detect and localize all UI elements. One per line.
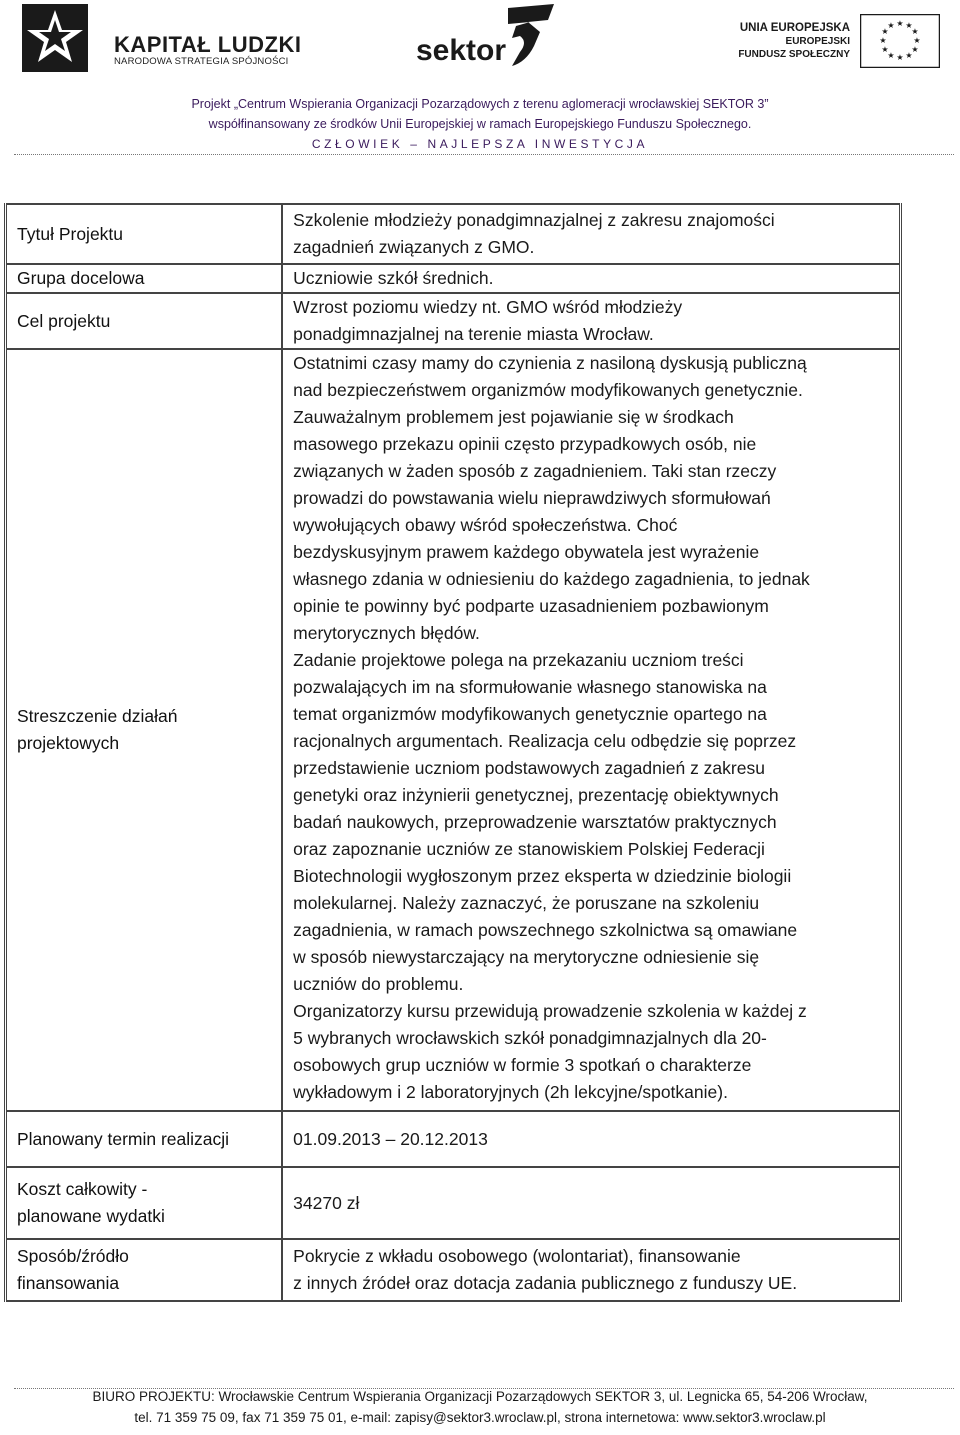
svg-text:★: ★ (881, 27, 889, 36)
value-title-line: Szkolenie młodzieży ponadgimnazjalnej z zakresu znajomości (293, 210, 775, 230)
summary-line: zagadnienia, w ramach powszechnego szkolnictwa są omawiane (293, 920, 798, 940)
kapital-ludzki-title: KAPITAŁ LUDZKI (114, 32, 302, 57)
svg-text:★: ★ (896, 53, 904, 62)
value-funding-line: Pokrycie z wkładu osobowego (wolontariat), finansowanie (293, 1246, 741, 1266)
row-group (6, 264, 901, 293)
label-term: Planowany termin realizacji (6, 1111, 283, 1167)
row-goal (6, 293, 901, 349)
header-divider (14, 154, 954, 155)
value-funding-line: z innych źródeł oraz dotacja zadania publicznego z funduszy UE. (293, 1273, 798, 1293)
summary-line: temat organizmów modyfikowanych genetycznie opartego na (293, 704, 767, 724)
summary-line: 5 wybranych wrocławskich szkół ponadgimnazjalnych dla 20- (293, 1028, 767, 1048)
summary-line: prowadzi do powstawania wielu nieprawdziwych sformułowań (293, 488, 771, 508)
summary-line: Ostatnimi czasy mamy do czynienia z nasiloną dyskusją publiczną (293, 353, 807, 373)
row-summary (6, 349, 901, 1111)
svg-text:★: ★ (887, 51, 895, 60)
label-funding-line: finansowania (17, 1273, 120, 1293)
page-footer (0, 1386, 960, 1428)
summary-line: wykładowym i 2 laboratoryjnych (2h lekcyjne/spotkanie). (293, 1082, 728, 1102)
value-term: 01.09.2013 – 20.12.2013 (282, 1111, 900, 1167)
summary-line: własnego zdania w odniesieniu do każdego zagadnienia, to jednak (293, 569, 810, 589)
row-title (6, 204, 901, 264)
value-title-line: zagadnień związanych z GMO. (293, 237, 535, 257)
footer-line-2: tel. 71 359 75 09, fax 71 359 75 01, e-mail: zapisy@sektor3.wroclaw.pl, strona internetowa: www.sektor3.wroclaw.pl (134, 1410, 826, 1425)
kapital-ludzki-star-icon (22, 4, 88, 72)
summary-line: pozwalających im na sformułowanie własnego stanowiska na (293, 677, 767, 697)
eu-line-3: FUNDUSZ SPOŁECZNY (738, 49, 850, 60)
label-funding-line: Sposób/źródło (17, 1246, 129, 1266)
summary-line: racjonalnych argumentach. Realizacja celu odbędzie się poprzez (293, 731, 797, 751)
svg-text:★: ★ (879, 36, 887, 45)
footer-line-1: BIURO PROJEKTU: Wrocławskie Centrum Wspierania Organizacji Pozarządowych SEKTOR 3, ul. Legnicka 65, 54-206 Wrocław, (92, 1389, 868, 1404)
project-info (0, 94, 960, 154)
svg-text:★: ★ (905, 21, 913, 30)
summary-line: badań naukowych, przeprowadzenie warsztatów praktycznych (293, 812, 777, 832)
value-goal-line: ponadgimnazjalnej na terenie miasta Wrocław. (293, 324, 654, 344)
value-goal-line: Wzrost poziomu wiedzy nt. GMO wśród młodzieży (293, 297, 683, 317)
eu-line-1: UNIA EUROPEJSKA (739, 22, 850, 34)
row-cost (6, 1167, 901, 1239)
label-cost (6, 1167, 283, 1239)
project-slogan: CZŁOWIEK – NAJLEPSZA INWESTYCJA (311, 137, 649, 151)
eu-logo-text (738, 22, 850, 61)
svg-text:★: ★ (911, 45, 919, 54)
eu-line-2: EUROPEJSKI (785, 36, 850, 47)
label-cost-line: planowane wydatki (17, 1206, 165, 1226)
value-group (282, 264, 900, 293)
kapital-ludzki-logo (22, 4, 302, 72)
label-summary-line: Streszczenie działań (17, 706, 178, 726)
summary-line: masowego przekazu opinii często przypadkowych osób, nie (293, 434, 757, 454)
summary-line: przedstawienie uczniom podstawowych zagadnień z zakresu (293, 758, 765, 778)
value-summary (282, 349, 900, 1111)
value-group-line: Uczniowie szkół średnich. (293, 268, 494, 288)
summary-line: związanych w żaden sposób z zagadnieniem. Taki stan rzeczy (293, 461, 777, 481)
sektor3-logo (416, 2, 566, 74)
svg-text:★: ★ (911, 27, 919, 36)
summary-line: opinie te powinny być podparte uzasadnieniem pozbawionym (293, 596, 769, 616)
project-line-2: współfinansowany ze środków Unii Europejskiej w ramach Europejskiego Funduszu Społecznego. (208, 117, 752, 131)
page-header (0, 0, 960, 155)
svg-text:★: ★ (881, 45, 889, 54)
kapital-ludzki-subtitle: NARODOWA STRATEGIA SPÓJNOŚCI (114, 56, 289, 67)
value-goal (282, 293, 900, 349)
svg-text:★: ★ (896, 19, 904, 28)
label-group: Grupa docelowa (6, 264, 283, 293)
label-title: Tytuł Projektu (6, 204, 283, 264)
row-funding (6, 1239, 901, 1301)
summary-line: osobowych grup uczniów w formie 3 spotkań o charakterze (293, 1055, 752, 1075)
eu-flag-icon (860, 14, 940, 68)
summary-line: nad bezpieczeństwem organizmów modyfikowanych genetycznie. (293, 380, 803, 400)
project-line-1: Projekt „Centrum Wspierania Organizacji Pozarządowych z terenu aglomeracji wrocławskiej SEKTOR 3” (191, 97, 769, 111)
label-funding (6, 1239, 283, 1301)
value-funding (282, 1239, 900, 1301)
summary-line: Zauważalnym problemem jest pojawianie się w środkach (293, 407, 734, 427)
svg-text:★: ★ (887, 21, 895, 30)
label-summary-line: projektowych (17, 733, 120, 753)
sektor3-wordmark: sektor (416, 34, 507, 67)
summary-line: genetyki oraz inżynierii genetycznej, prezentację obiektywnych (293, 785, 779, 805)
summary-line: Organizatorzy kursu przewidują prowadzenie szkolenia w każdej z (293, 1001, 807, 1021)
svg-text:★: ★ (913, 36, 921, 45)
project-table (4, 203, 902, 1302)
label-summary (6, 349, 283, 1111)
value-title (282, 204, 900, 264)
summary-line: merytorycznych błędów. (293, 623, 480, 643)
summary-text (293, 350, 899, 1106)
label-cost-line: Koszt całkowity - (17, 1179, 148, 1199)
summary-line: Biotechnologii wygłoszonym przez eksperta w dziedzinie biologii (293, 866, 792, 886)
summary-line: wywołujących obawy wśród społeczeństwa. Choć (293, 515, 678, 535)
summary-line: oraz zapoznanie uczniów ze stanowiskiem Polskiej Federacji (293, 839, 765, 859)
summary-line: molekularnej. Należy zaznaczyć, że poruszane na szkoleniu (293, 893, 760, 913)
summary-line: uczniów do problemu. (293, 974, 464, 994)
summary-line: Zadanie projektowe polega na przekazaniu uczniom treści (293, 650, 744, 670)
row-term (6, 1111, 901, 1167)
summary-line: bezdyskusyjnym prawem każdego obywatela jest wyrażenie (293, 542, 760, 562)
summary-line: w sposób niewystarczający na merytoryczne odniesienie się (293, 947, 760, 967)
label-goal: Cel projektu (6, 293, 283, 349)
value-cost: 34270 zł (282, 1167, 900, 1239)
svg-text:★: ★ (905, 51, 913, 60)
